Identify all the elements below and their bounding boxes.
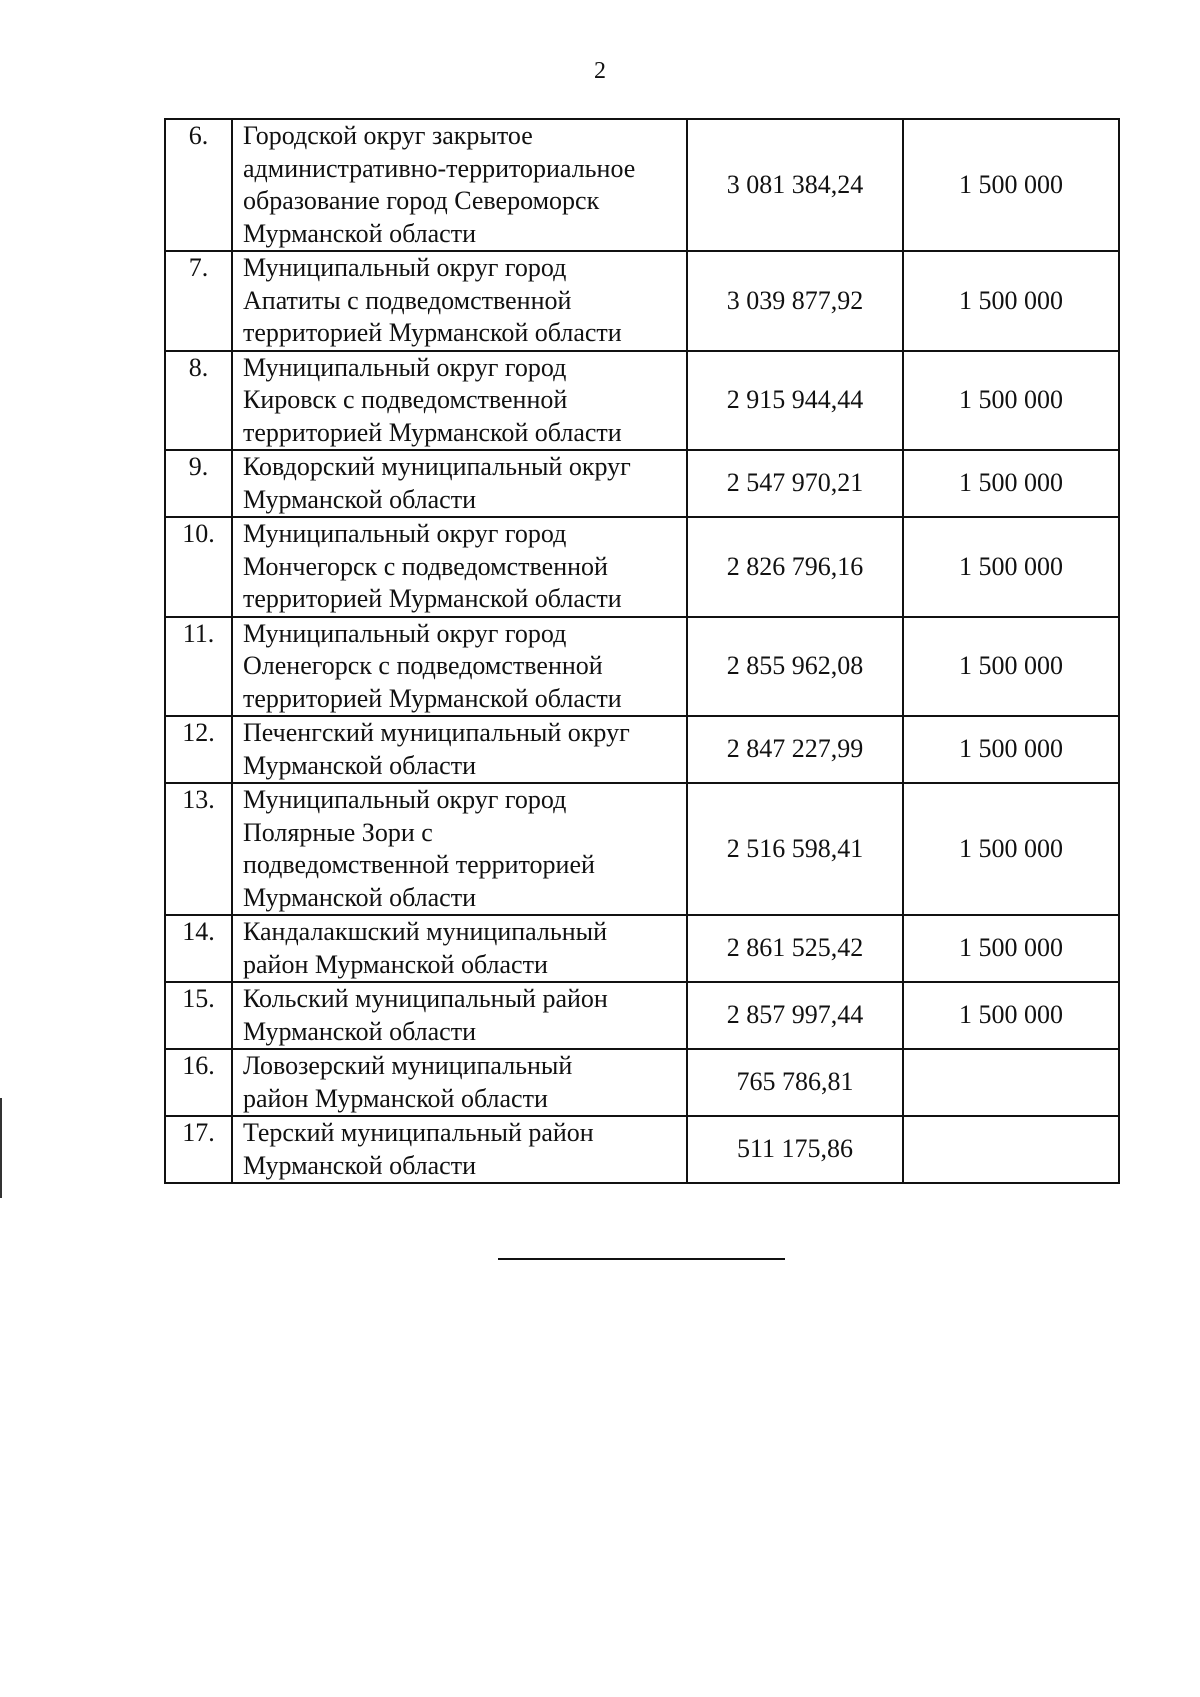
municipality-name-line: территорией Мурманской области — [243, 417, 622, 447]
limit-cell: 1 500 000 — [903, 716, 1119, 783]
amount-cell: 2 516 598,41 — [687, 783, 903, 915]
amount-cell: 2 847 227,99 — [687, 716, 903, 783]
municipality-name-line: Апатиты с подведомственной — [243, 285, 572, 315]
allocation-table — [164, 118, 1120, 1184]
row-number-cell: 8. — [165, 351, 232, 451]
municipality-name-line: образование город Североморск — [243, 186, 600, 215]
limit-cell: 1 500 000 — [903, 915, 1119, 982]
table-row — [165, 915, 1119, 982]
table-row — [165, 119, 1119, 251]
table-row — [165, 1049, 1119, 1116]
municipality-name-line: территорией Мурманской области — [243, 318, 622, 347]
amount-cell: 2 826 796,16 — [687, 517, 903, 617]
table-row — [165, 450, 1119, 517]
table-row — [165, 351, 1119, 451]
municipality-name-line: Полярные Зори с — [243, 817, 433, 847]
municipality-name-line: Муниципальный округ город — [243, 352, 567, 382]
municipality-name-line: Городской округ закрытое — [243, 121, 533, 150]
limit-cell: 1 500 000 — [903, 450, 1119, 517]
municipality-name-line: Муниципальный округ город — [243, 785, 567, 814]
municipality-name-line: Оленегорск с подведомственной — [243, 651, 603, 680]
table-row — [165, 982, 1119, 1049]
amount-cell: 2 855 962,08 — [687, 617, 903, 717]
table-row — [165, 517, 1119, 617]
municipality-name-line: Муниципальный округ город — [243, 519, 567, 548]
row-number-cell: 7. — [165, 251, 232, 351]
amount-cell: 2 915 944,44 — [687, 351, 903, 451]
limit-cell: 1 500 000 — [903, 251, 1119, 351]
amount-cell: 2 857 997,44 — [687, 982, 903, 1049]
limit-cell: 1 500 000 — [903, 617, 1119, 717]
municipality-name-cell — [232, 783, 687, 915]
municipality-name-line: район Мурманской области — [243, 949, 548, 979]
table-row — [165, 783, 1119, 915]
table-row — [165, 251, 1119, 351]
limit-cell: 1 500 000 — [903, 783, 1119, 915]
municipality-name-cell — [232, 251, 687, 351]
municipality-name-cell — [232, 716, 687, 783]
closing-rule — [498, 1258, 785, 1260]
municipality-name-line: Терский муниципальный район — [243, 1118, 594, 1147]
municipality-name-line: Мурманской области — [243, 1016, 476, 1046]
row-number-cell: 16. — [165, 1049, 232, 1116]
scan-edge-mark — [0, 1098, 2, 1198]
municipality-name-line: Мурманской области — [243, 484, 476, 514]
row-number-cell: 15. — [165, 982, 232, 1049]
municipality-name-line: район Мурманской области — [243, 1083, 548, 1113]
limit-cell: 1 500 000 — [903, 982, 1119, 1049]
table-row — [165, 716, 1119, 783]
amount-cell: 3 039 877,92 — [687, 251, 903, 351]
municipality-name-cell — [232, 982, 687, 1049]
row-number-cell: 10. — [165, 517, 232, 617]
municipality-name-line: подведомственной территорией — [243, 850, 595, 879]
municipality-name-line: Мурманской области — [243, 882, 476, 912]
table-row — [165, 1116, 1119, 1183]
municipality-name-line: Кольский муниципальный район — [243, 984, 608, 1013]
municipality-name-line: Мурманской области — [243, 750, 476, 780]
municipality-name-line: Муниципальный округ город — [243, 618, 567, 648]
row-number-cell: 6. — [165, 119, 232, 251]
municipality-name-line: Муниципальный округ город — [243, 253, 567, 282]
table-row — [165, 617, 1119, 717]
row-number-cell: 9. — [165, 450, 232, 517]
municipality-name-line: административно-территориальное — [243, 153, 636, 183]
limit-cell — [903, 1116, 1119, 1183]
municipality-name-line: Мурманской области — [243, 218, 476, 248]
municipality-name-cell — [232, 351, 687, 451]
page-number: 2 — [594, 58, 606, 84]
municipality-name-cell — [232, 517, 687, 617]
municipality-name-line: Кандалакшский муниципальный — [243, 917, 608, 946]
municipality-name-line: Ковдорский муниципальный округ — [243, 452, 631, 481]
amount-cell: 3 081 384,24 — [687, 119, 903, 251]
row-number-cell: 17. — [165, 1116, 232, 1183]
amount-cell: 511 175,86 — [687, 1116, 903, 1183]
amount-cell: 765 786,81 — [687, 1049, 903, 1116]
limit-cell: 1 500 000 — [903, 351, 1119, 451]
amount-cell: 2 547 970,21 — [687, 450, 903, 517]
municipality-name-cell — [232, 617, 687, 717]
row-number-cell: 11. — [165, 617, 232, 717]
municipality-name-line: Ловозерский муниципальный — [243, 1051, 573, 1080]
amount-cell: 2 861 525,42 — [687, 915, 903, 982]
row-number-cell: 14. — [165, 915, 232, 982]
municipality-name-cell — [232, 1049, 687, 1116]
limit-cell — [903, 1049, 1119, 1116]
municipality-name-line: Мурманской области — [243, 1150, 476, 1180]
municipality-name-line: Мончегорск с подведомственной — [243, 551, 608, 581]
municipality-name-line: Кировск с подведомственной — [243, 385, 568, 414]
municipality-name-line: Печенгский муниципальный округ — [243, 718, 630, 747]
municipality-name-cell — [232, 1116, 687, 1183]
limit-cell: 1 500 000 — [903, 119, 1119, 251]
municipality-name-cell — [232, 119, 687, 251]
municipality-name-line: территорией Мурманской области — [243, 584, 622, 613]
table-body — [165, 119, 1119, 1183]
row-number-cell: 12. — [165, 716, 232, 783]
municipality-name-cell — [232, 915, 687, 982]
municipality-name-cell — [232, 450, 687, 517]
limit-cell: 1 500 000 — [903, 517, 1119, 617]
municipality-name-line: территорией Мурманской области — [243, 683, 622, 713]
row-number-cell: 13. — [165, 783, 232, 915]
